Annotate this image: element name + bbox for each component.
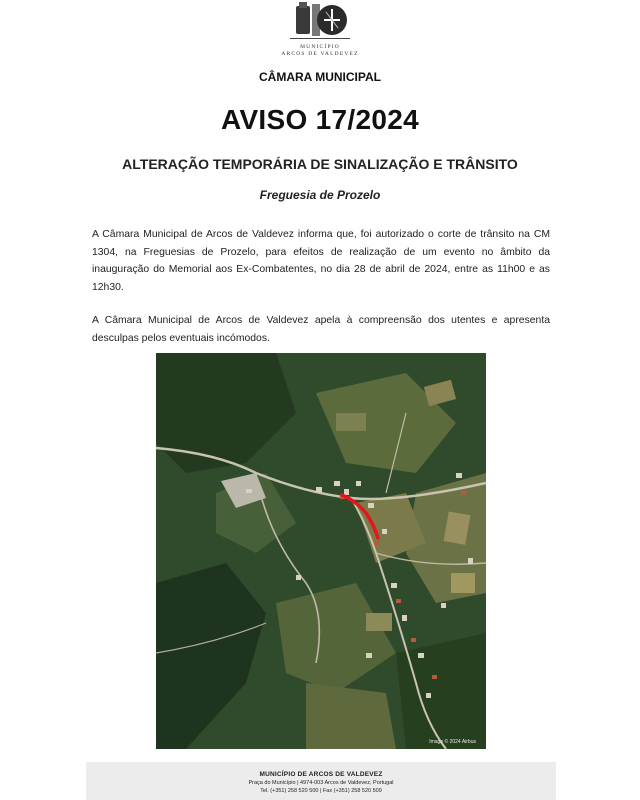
notice-paragraph-1: A Câmara Municipal de Arcos de Valdevez informa que, foi autorizado o corte de trânsito na CM 1304, na Freguesias de Prozelo, para efeitos de realização de um evento no âmbito da inauguração do Memorial aos Ex-Combatentes, no dia 28 de abril de 2024, entre as 11h00 e as 12h30. [92, 229, 550, 293]
notice-title: AVISO 17/2024 [221, 104, 419, 135]
footer-address: Praça do Município | 4974-003 Arcos de Valdevez, Portugal [248, 780, 394, 786]
satellite-map [156, 353, 486, 749]
logo-wordmark: MUNICÍPIO ARCOS DE VALDEVEZ [281, 44, 359, 57]
notice-paragraph-2: A Câmara Municipal de Arcos de Valdevez apela à compreensão dos utentes e apresenta desculpas pelos eventuais incómodos. [92, 315, 550, 344]
parish-name: Freguesia de Prozelo [259, 188, 381, 202]
department-heading: CÂMARA MUNICIPAL [259, 70, 381, 84]
footer [86, 762, 556, 800]
footer-contacts: Tel. (+351) 258 520 500 | Fax (+351) 258 520 509 [260, 788, 382, 794]
coat-of-arms-icon [290, 2, 350, 39]
image-credit: Image © 2024 Airbus [429, 739, 476, 745]
footer-name: MUNICÍPIO DE ARCOS DE VALDEVEZ [259, 771, 383, 778]
satellite-image [156, 353, 486, 749]
notice-subtitle: ALTERAÇÃO TEMPORÁRIA DE SINALIZAÇÃO E TRÂNSITO [122, 156, 518, 172]
